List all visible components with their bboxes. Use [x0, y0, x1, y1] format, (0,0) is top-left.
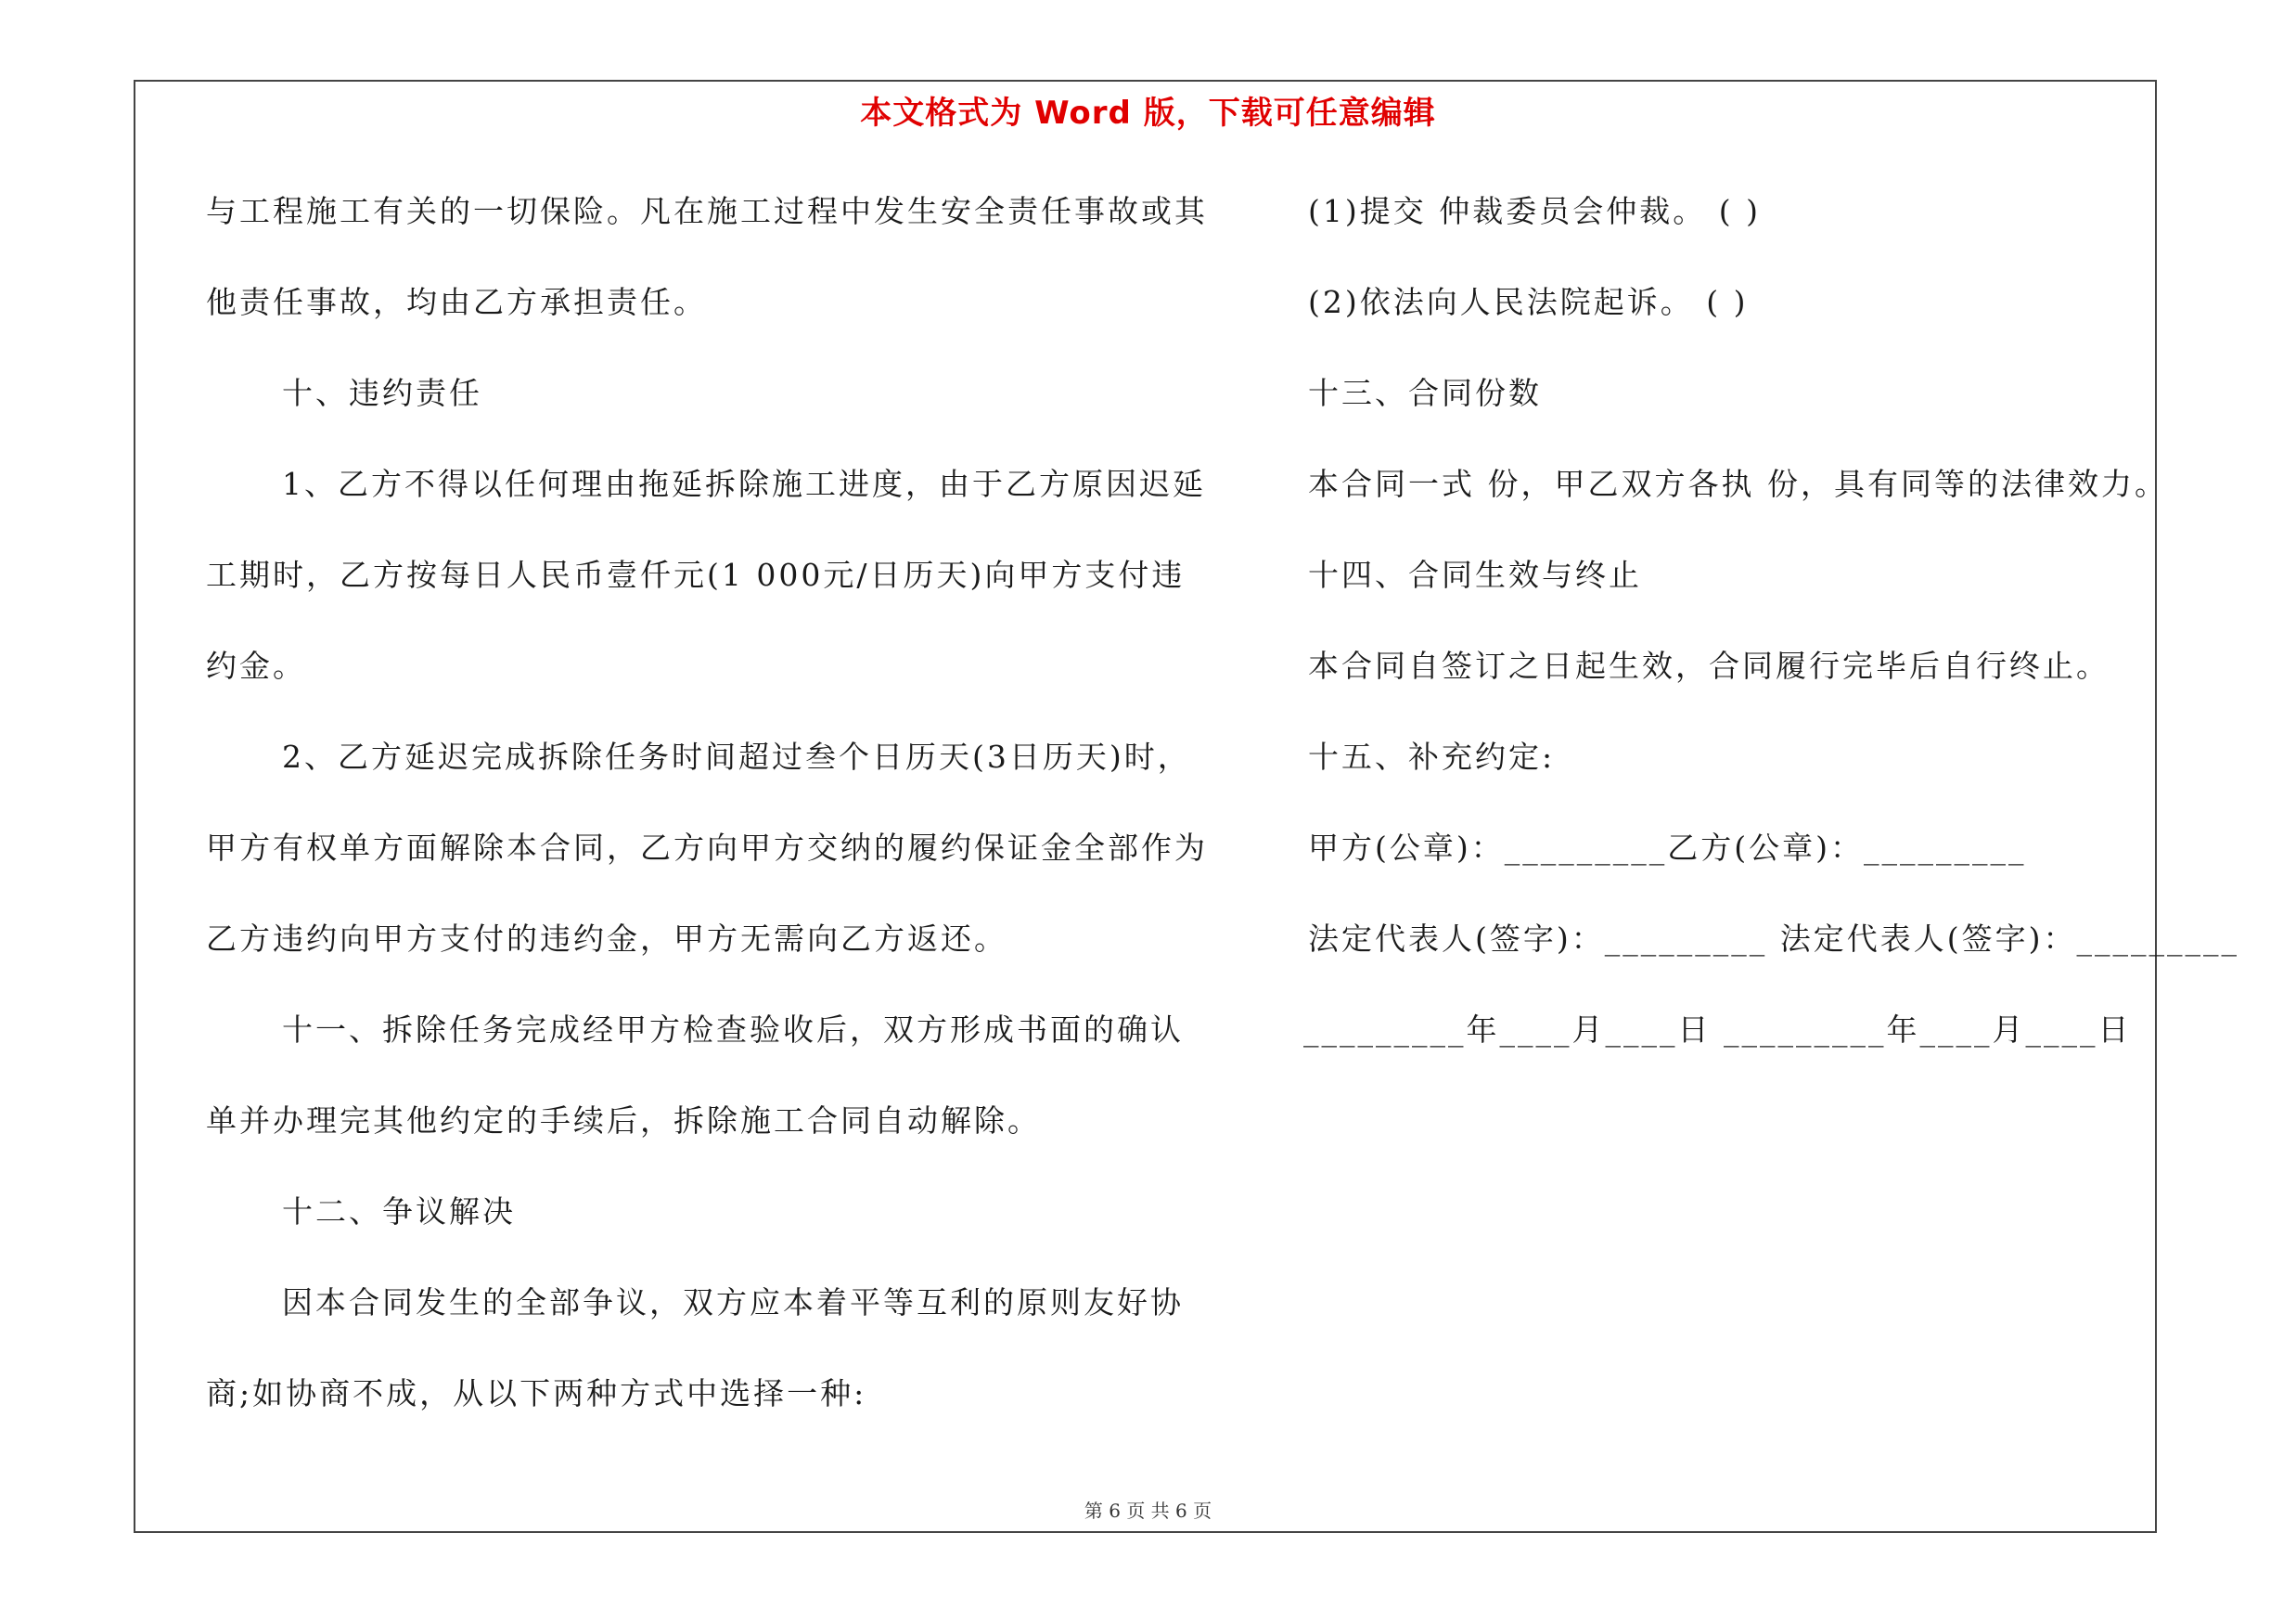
paragraph-line: 乙方违约向甲方支付的违约金，甲方无需向乙方返还。 [206, 921, 1007, 957]
paragraph-line: 2、乙方延迟完成拆除任务时间超过叁个日历天(3日历天)时， [282, 739, 1191, 775]
section-heading-13: 十三、合同份数 [1308, 375, 1542, 411]
paragraph-line: 约金。 [206, 648, 306, 684]
paragraph-line: 因本合同发生的全部争议，双方应本着平等互利的原则友好协 [282, 1284, 1184, 1320]
arbitration-option: (1)提交 仲裁委员会仲裁。 ( ) [1308, 193, 1761, 229]
seal-line: 甲方(公章)：_________乙方(公章)：_________ [1308, 830, 2027, 866]
page-number: 第 6 页 共 6 页 [1084, 1500, 1212, 1522]
paragraph-line: 单并办理完其他约定的手续后，拆除施工合同自动解除。 [206, 1102, 1041, 1139]
litigation-option: (2)依法向人民法院起诉。 ( ) [1308, 284, 1749, 320]
section-heading-11: 十一、拆除任务完成经甲方检查验收后，双方形成书面的确认 [282, 1011, 1184, 1048]
paragraph-line: 与工程施工有关的一切保险。凡在施工过程中发生安全责任事故或其 [206, 193, 1208, 229]
paragraph-line: 商;如协商不成，从以下两种方式中选择一种: [206, 1375, 867, 1411]
section-heading-10: 十、违约责任 [282, 375, 482, 411]
paragraph-line: 1、乙方不得以任何理由拖延拆除施工进度，由于乙方原因迟延 [282, 466, 1206, 502]
paragraph-line: 本合同一式 份，甲乙双方各执 份，具有同等的法律效力。 [1308, 466, 2168, 502]
word-format-banner: 本文格式为 Word 版，下载可任意编辑 [860, 95, 1436, 132]
paragraph-line: 甲方有权单方面解除本合同，乙方向甲方交纳的履约保证金全部作为 [206, 830, 1208, 866]
paragraph-line: 工期时，乙方按每日人民币壹仟元(1 000元/日历天)向甲方支付违 [206, 557, 1186, 593]
section-heading-12: 十二、争议解决 [282, 1193, 516, 1230]
section-heading-14: 十四、合同生效与终止 [1308, 557, 1642, 593]
date-line: _________年____月____日 _________年____月____日 [1303, 1011, 2132, 1048]
paragraph-line: 他责任事故，均由乙方承担责任。 [206, 284, 707, 320]
section-heading-15: 十五、补充约定: [1308, 739, 1556, 775]
signature-line: 法定代表人(签字)：_________ 法定代表人(签字)：_________ [1308, 921, 2239, 957]
paragraph-line: 本合同自签订之日起生效，合同履行完毕后自行终止。 [1308, 648, 2110, 684]
